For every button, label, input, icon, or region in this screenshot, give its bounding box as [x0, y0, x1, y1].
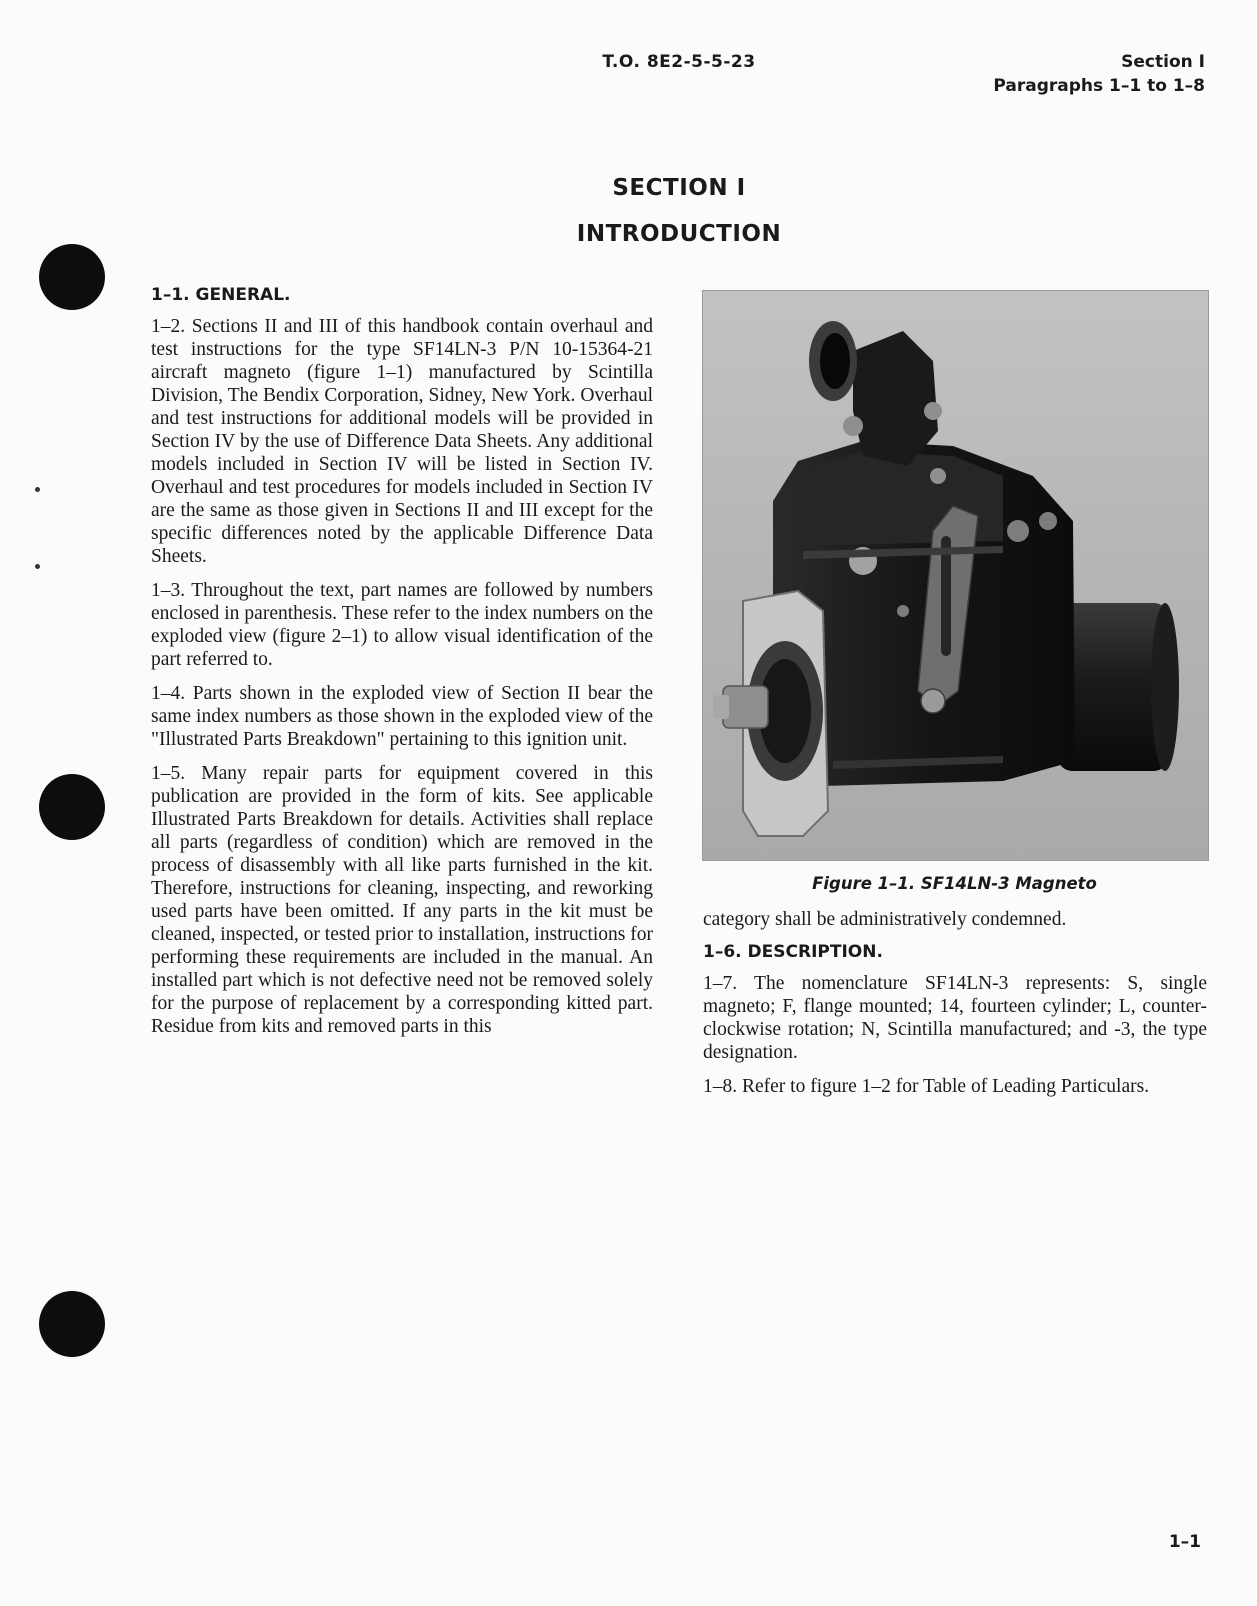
- binder-hole-bottom: [39, 1291, 105, 1357]
- paragraph-1-4: 1–4. Parts shown in the exploded view of Section II bear the same index numbers as those shown in the exploded view of the "Illustrated Parts Breakdown" pertaining to this ignition unit.: [151, 683, 653, 750]
- left-column: [151, 285, 653, 1049]
- binder-hole-middle: [39, 774, 105, 840]
- binder-hole-top: [39, 244, 105, 310]
- paragraph-1-3: 1–3. Throughout the text, part names are followed by numbers enclosed in parenthesis. These refer to the index numbers on the exploded view (figure 2–1) to allow visual identification of the part referred to.: [151, 580, 653, 670]
- section-name: INTRODUCTION: [576, 221, 782, 247]
- figure-caption: Figure 1–1. SF14LN-3 Magneto: [812, 874, 1097, 893]
- margin-speck: [35, 564, 40, 569]
- running-header: [993, 50, 1205, 98]
- paragraph-1-7: 1–7. The nomenclature SF14LN-3 represents: S, single magneto; F, flange mounted; 14, fourteen cylinder; L, counter-clockwise rotation; N, Scintilla manufactured; and -3, the type designation.: [703, 973, 1207, 1063]
- margin-speck: [35, 487, 40, 492]
- section-label: Section I: [1121, 52, 1205, 72]
- section-number-title: SECTION I: [612, 175, 746, 201]
- paragraph-1-5: 1–5. Many repair parts for equipment covered in this publication are provided in the form of kits. See applicable Illustrated Parts Breakdown for details. Activities shall replace all parts (regardless of condition) which are removed in the process of disassembly with all like parts furnished in the kit. Therefore, instructions for cleaning, inspecting, and reworking used parts have been omitted. If any parts in the kit must be cleaned, inspected, or tested prior to installation, instructions for performing these requirements are included in the manual. An installed part which is not defective need not be removed solely for the purpose of replacement by a corresponding kitted part. Residue from kits and removed parts in this: [151, 763, 653, 1037]
- paragraph-range: Paragraphs 1–1 to 1–8: [993, 76, 1205, 96]
- document-number: T.O. 8E2-5-5-23: [602, 52, 756, 72]
- magneto-illustration: [703, 291, 1208, 860]
- magneto-photo: [702, 290, 1209, 861]
- paragraph-1-8: 1–8. Refer to figure 1–2 for Table of Leading Particulars.: [703, 1076, 1150, 1097]
- right-column: [703, 908, 1207, 1109]
- page-number: 1–1: [1168, 1532, 1201, 1552]
- paragraph-1-2: 1–2. Sections II and III of this handbook contain overhaul and test instructions for the type SF14LN-3 P/N 10-15364-21 aircraft magneto (figure 1–1) manufactured by Scintilla Division, The Bendix Corporation, Sidney, New York. Overhaul and test instructions for additional models will be provided in Section IV by the use of Difference Data Sheets. Any additional models included in Section IV will be listed in Section IV. Overhaul and test procedures for models included in Section IV are the same as those given in Sections II and III except for the specific differences noted by the applicable Difference Data Sheets.: [151, 316, 653, 567]
- paragraph-continuation: category shall be administratively condemned.: [703, 909, 1067, 930]
- heading-general: 1–1. GENERAL.: [151, 285, 291, 305]
- heading-description: 1–6. DESCRIPTION.: [703, 942, 883, 962]
